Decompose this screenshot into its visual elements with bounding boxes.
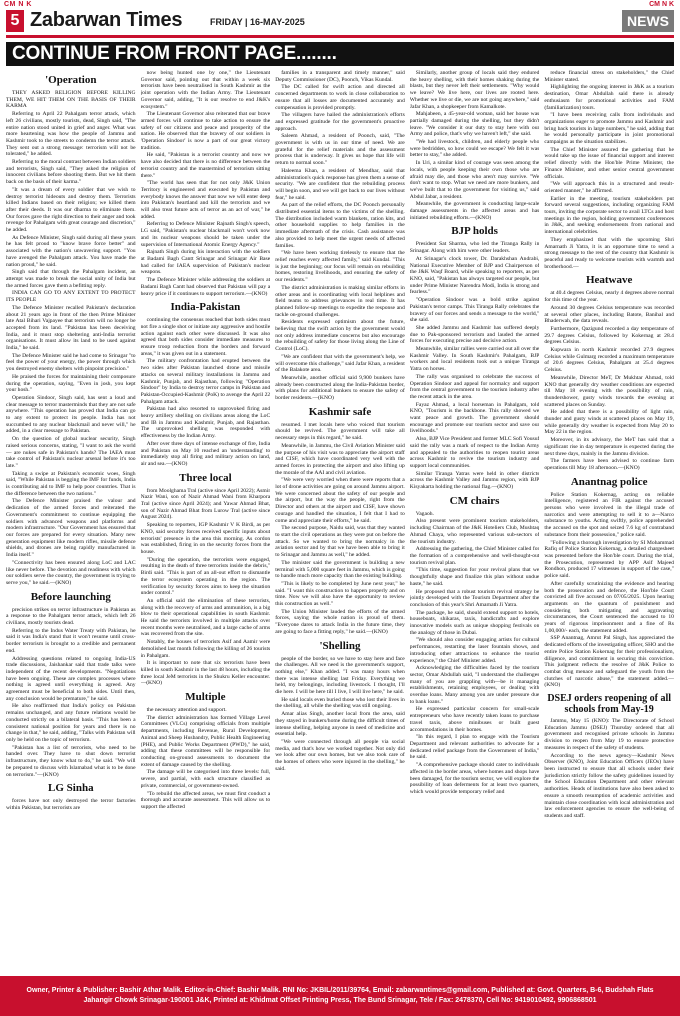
article-paragraph: "This is likely to be completed by June next year," he said. "I want this construction to happen properly and on time. Now we will also have the opportunity to review this construction as well." [275, 580, 405, 608]
article-paragraph: The rally was organised to celebrate the success of Operation Sindoor and appeal for normalcy and support from the central government to the tourism industry after the recent attack in the area. [409, 373, 540, 400]
article-paragraph: "Connectivity has been ensured along LoC and LAC like never before. The devotion and readiness with which our soldiers serve the country, the government is trying to serve you," he said.—(KNO) [6, 559, 136, 586]
article-paragraph: the necessary attention and support. [146, 707, 227, 714]
article-paragraph: At Srinagar's clock tower, Dr. Darakhshan Andrabi, National Executive Member of BJP and Chairperson of the J&K Waqf Board, while speaking to reporters, as per KNO, said, "Pakistan has always targeted our people, but under Prime Minister Narendra Modi, India is strong and fearless." [409, 255, 540, 296]
article-paragraph: forces have not only destroyed the terror factories within Pakistan, but terrorists are [6, 798, 136, 811]
article-paragraph: "We have been working tirelessly to ensure that the relief reaches every affected family," said Kundal. "This is just the beginning; our focus will remain on rebuilding homes, restoring livelihoods, and ensuring the safety of our residents." [275, 250, 405, 284]
column-5 [544, 70, 674, 920]
color-registration-mark-left: CM N K [4, 1, 32, 8]
article-paragraph: He said, "Pakistan is a terrorist country and now we have also decided that there is no difference between the terrorist country and the mastermind of terrorism sitting there." [140, 152, 271, 179]
article-paragraph: Furthermore, Qazigund recorded a day temperature of 29.7 degrees Celsius, followed by Kokernag at 28.4 degrees Celsius. [544, 325, 674, 346]
article-paragraph: The Union Minister lauded the efforts of the armed forces, saying the whole nation is proud of them. "Everyone dares to attack India in the future time, they are going to face a fitting reply," he said.—(KNO) [275, 608, 405, 635]
article-paragraph: Also, BJP Vice President and former MLC Sofi Yousuf said the rally was a mark of respect to the Indian Army and appealed to the authorities to reopen tourist areas across Kashmir to revive the tourism industry and support local communities. [409, 436, 540, 469]
article-paragraph: Amar alias Singh, another local from the area, said they stayed in bunkers/home during the difficult times of intense shelling, helping anyone in need of medicine and essential help. [275, 711, 405, 738]
article-paragraph: Notably, the houses of terrorists Asif and Aamir were demolished last month following the killing of 26 tourists in Pahalgam. [140, 639, 271, 659]
article-paragraph: Pakistan had also resorted to unprovoked firing and heavy artillery shelling on civilians areas along the LoC and IB in Jammu and Kashmir, Punjab, and Rajasthan. The unprovoked shelling was responded with effectiveness by the Indian Army. [140, 406, 271, 440]
newspaper-title: Zabarwan Times [30, 9, 183, 31]
article-paragraph: Kupwara in north Kashmir recorded 27.9 degrees Celsius while Gulmarg recorded a maximum temperature of 20.6 degrees Celsius, Pahalgam at 25.4 degrees Celsius. [544, 347, 674, 374]
article-headline: India-Pakistan [170, 301, 241, 314]
article-paragraph: from Moolghama Tral (active since April 2022); Asmir Nazir Wani, son of Nazir Ahmad Wani from Kharpora Tral (active since April 2024); and Yawar Ahmad Bhat, son of Nazir Ahmad Bhat from Lurow Tral (active since August 2024). [140, 487, 271, 521]
article-paragraph: As part of the relief efforts, the DC Poonch personally distributed essential items to the victims of the shelling. The distribution included warm blankets, ration kits, and other household supplies to help families in the immediate aftermath of the crisis. Cash assistance was also provided to help meet the urgent needs of affected families. [275, 202, 405, 249]
article-paragraph: He also reaffirmed that India's policy on Pakistan remains unchanged, and any future relations would be conducted strictly on a bilateral basis. "This has been a consistent national position for years and there is no change in that," he said, adding, "Talks with Pakistan will only be held on the topic of terrorism. [6, 703, 136, 743]
article-paragraph: The farmers have been advised to continue farm operations till May 18 afternoon.—(KNO) [544, 458, 674, 471]
article-paragraph: Singh said that through the Pahalgam incident, an attempt was made to break the social unity of India but the armed forces gave them a befitting reply. [6, 269, 136, 289]
article-paragraph: "Operation Sindoor was a bold strike against Pakistan's terror camps. This Tiranga Rally celebrates the bravery of our forces and sends a message to the world," she said. [409, 297, 540, 324]
article-paragraph: The Defence Minister praised the valour and dedication of the armed forces and reiterated the Government's commitment to continue equipping the soldiers with advanced weapons and platforms and modern infrastructure. "Our Government has ensured that our forces are prepared for every situation. Many new generation equipment like modern rifles, missile defence shields, and drones are being rapidly manufactured in India itself." [6, 498, 136, 559]
article-paragraph: The military confrontation had erupted between the two sides after Pakistan launched drone and missile attacks on several military installations in Jammu and Kashmir, Punjab, and Rajasthan, following "Operation Sindoor" by India to destroy terror camps in Pakistan and Pakistan-Occupied-Kashmir (PoK) to avenge the April 22 Pahalgam attack. [140, 358, 271, 405]
article-paragraph: INDIA CAN GO TO ANY EXTENT TO PROTECT ITS PEOPLE [6, 290, 136, 304]
article-paragraph: "We were very worried when there were reports that a lot of drone activities are going on around Jammu airport. We were concerned about the safety of our people and the airport, but the way the people, right from the Director and others at the airport and CISF, have shown courage and handled the situation, I felt that I had to come and appreciate their efforts," he said. [275, 477, 405, 524]
article-headline: LG Sinha [48, 782, 94, 795]
article-paragraph: The second purpose, Naidu said, was that they wanted to start the civil operations as they were put on before the attack. So we wanted to bring the normalcy in the aviation sector and by that we have been able to bring it to Srinagar and Jammu as well," he added. [275, 525, 405, 559]
column-3 [275, 70, 405, 920]
article-paragraph: Moreover, in its advisory, the MeT has said that a significant rise in day temperature is expected during the next three days, mainly in the Jammu division. [544, 437, 674, 457]
article-paragraph: Police Station Kokernag, acting on reliable intelligence, registered an FIR against the accused persons who were involved in the illegal trade of narcotics and were attempting to sell it to a—Narco substance to youths. Acting swiftly, police apprehended the accused on the spot and seized 7.6 kg of contraband substance from their possession," police said. [544, 491, 674, 538]
article-paragraph: Referring to the Indus Water Treaty with Pakistan, he said it was India's stand that it won't resume until cross-border terrorism is brought to a credible and permanent end. [6, 627, 136, 654]
article-paragraph: "In this regard, I plan to engage with the Tourism Department and relevant authorities to advocate for a dedicated relief package from the Government of India," he said. [409, 734, 540, 761]
article-paragraph: Referring to April 22 Pahalgam terror attack, which left 26 civilians, mostly tourists, dead, Singh said, "The entire nation stood united in grief and anger. What was more heartening was how the people of Jammu and Kashmir took to the streets to condemn the terror attack. They sent out a strong message: terrorism will not be tolerated," he added. [6, 111, 136, 158]
article-paragraph: "This time, suggestion for your revival plans that we thoughtfully shape and finalize this plan without undue haste," he said. [409, 567, 540, 587]
article-paragraph: Similar Tiranga Yatras were held in other districts across the Kashmir Valley and Jammu region, with BJP Kisyakarta holding the national flag.—(KNO) [409, 470, 540, 491]
article-paragraph: The villagers have hailed the administration's efforts and expressed gratitude for the government's proactive approach. [275, 112, 405, 132]
article-paragraph: He proposed that a robust tourism revival strategy be jointly developed with the Tourism Department after the conclusion of this year's Shri Amarnath Ji Yatra. [409, 588, 540, 608]
article-paragraph: Similarly, another group of locals said they endured the heavy shelling, with their homes shaking during the blasts, but they never left their settlements. "Why would we leave? We live here, our lives are rooted here. Whether we live or die, we are not going anywhere," said Jafar Khan, a shopkeeper from Kamalkote. [409, 70, 540, 110]
article-headline: CM chairs [449, 494, 500, 507]
column-1 [6, 70, 136, 920]
imprint-footer [0, 976, 680, 1016]
article-paragraph: Meanwhile, in Jammu, the Civil Aviation Minister said the purpose of his visit was to appreciate the airport staff and CISF, which have coordinated very well with the armed forces in protecting the airport and also lifting up the morale of the AAI and civil aviation. [275, 442, 405, 476]
article-paragraph: "During the operation, the terrorists were engaged, resulting in the death of three terrorists inside the debris," Birdi said. "This is part of an all-out effort to dismantle the terror ecosystem operating in the region. The verification by security forces aims to keep the situation under control." [140, 556, 271, 597]
article-paragraph: Meanwhile, Director MeT, Dr Mukhtar Ahmad, told KNO that generally dry weather conditions are expected till May 18 evening with the possibility of rain, thundershower, gusty winds towards the evening at scattered places on Sunday. [544, 374, 674, 408]
article-paragraph: "I have been receiving calls from individuals and organizations eager to promote Jammu and Kashmir and bring back tourists in large numbers," he said, adding that he would personally participate in joint promotional campaigns as the situation stabilizes. [544, 112, 674, 146]
article-paragraph: Meanwhile, similar rallies were carried out all over the Kashmir Valley. In South Kashmir's Pahalgam, BJP workers and local residents took out a unique Tiranga Yatra on horses. [409, 346, 540, 373]
article-columns [6, 70, 674, 920]
article-paragraph: Acknowledging the difficulties faced by the tourism sector, Omar Abdullah said, "I understand the challenges many of you are grappling with—be it managing establishments, retaining employees, or dealing with overdue loans. Many among you are under pressure due to bank loans." [409, 665, 540, 705]
article-paragraph: Also present were prominent tourism stakeholders, including Chairman of the J&K Hoteliers Club, Mushtaq Ahmad Chaya, who represented various sub-sectors of the tourism industry. [409, 518, 540, 545]
article-paragraph: reduce financial stress on stakeholders," the Chief Minister stated. [544, 70, 674, 83]
article-paragraph: Addressing the gathering, the Chief Minister called for the formation of a comprehensive and well-thought-out tourism revival plan. [409, 546, 540, 566]
article-paragraph: people of the border, so we have to stay here and face the challenges. All we need is the government's support, nothing else," Khan added. "I was many hours when there was intense shelling last Friday. Everything we held, my belongings, including livestock. I thought, I'll die here. I will be here till I live, I will live here," he said. [275, 655, 405, 696]
article-paragraph: SSP Anantnag, Amrut Pal Singh, has appreciated the dedicated efforts of the investigating officer, SHO and the entire Police Station Kokernag for their professionalism, diligence, and commitment in securing this conviction. This judgment reflects the resolve of J&K Police to combat drug menace and safeguard the youth from the clutches of narcotic abuse," the statement added.—(KNO) [544, 635, 674, 689]
article-paragraph: Referring to Defence Minister Rajnath Singh's speech, LG said, "Pakistan's nuclear blackmail won't work now and its nuclear weapons should be taken under the supervision of International Atomic Energy Agency." [140, 221, 271, 248]
article-paragraph: Referring to the moral contrast between Indian soldiers and terrorists, Singh said, "They asked the religion of innocent civilians before shooting them. But we hit them back on the basis of their karma." [6, 159, 136, 186]
article-paragraph: On the question of global nuclear security, Singh raised serious concerns, stating, "I want to ask the world — are nukes safe in Pakistan's hands? The IAEA must take control of Pakistan's nuclear arsenal before it's too late." [6, 436, 136, 469]
article-paragraph: resumed. I met locals here who voiced that tourism should be revived. The government will take all necessary steps in this regard," he said. [275, 421, 405, 442]
article-paragraph: He said locals even buried those who lost their lives in the shelling, all while the shelling was still ongoing. [275, 696, 405, 710]
article-headline: Three local [179, 471, 232, 484]
article-paragraph: "We will approach this in a structured and result-oriented manner," he affirmed. [544, 181, 674, 194]
article-paragraph: "Following a thorough investigation by SI Mohammad Rafiq of Police Station Kokernag, a detailed chargesheet was presented before the Hon'ble court. During the trial, the Prosecution, represented by APP Asif Majeed Rondhon, produced 17 witnesses in support of the case," police said. [544, 539, 674, 580]
article-paragraph: continuing the consensus reached that both sides must not fire a single shot or initiate any aggressive and hostile action against each other were discussed. It was also agreed that both sides consider immediate measures to ensure troop reduction from the borders and forward areas," it was given out in a statement. [140, 317, 271, 357]
imprint-line-1: Owner, Printer & Publisher: Bashir Athar Malik. Editor-in-Chief: Bashir Malik. RNI No: JKBIL/2011/39764, Email: zabarwantimes@gmail.com, Published at: Govt. Quarters, B-6, Budshah Flats [26, 987, 654, 994]
imprint-line-2: Jahangir Chowk Srinagar-190001 J&K, Printed at: Khidmat Offset Printing Press, The Bund Srinagar, Tele / Fax: 2478370, Cell No: 9419010492, 9906868501 [83, 997, 597, 1004]
article-paragraph: The DC called for swift action and directed all concerned departments to work in close collaboration to ensure that all losses are documented accurately and compensation is provided promptly. [275, 84, 405, 111]
article-headline: 'Operation [45, 74, 97, 86]
article-paragraph: According to the news agency—Kashmir News Observer (KNO), Joint Education Officers (JEOs) have been instructed to ensure that all schools under their jurisdiction strictly follow the safety guidelines issued by the School Education Department and other relevant authorities. Heads of institutions have also been asked to ensure a smooth resumption of academic activities and maintain close coordination with local administration and law enforcement agencies to ensure the well-being of students and staff. [544, 752, 674, 819]
article-paragraph: The package, he said, should extend support to hotels, houseboats, shikaras, taxis, handicrafts and explore innovative models such as unique shopping festivals on the analogy of those in Dubai. [409, 609, 540, 636]
article-headline: Kashmir safe [308, 405, 372, 418]
article-paragraph: "It was a dream of every soldier that we wish to destroy terrorist hideouts and destroy them. Terrorists killed Indians based on their religion; we killed them after their deeds. It was our dharma to eliminate them. Our forces gave the right direction to their anger and took revenge for Pahalgam with great courage and discretion," he added. [6, 186, 136, 234]
article-headline: Anantnag police [570, 475, 648, 488]
article-paragraph: "Pakistan has a list of terrorists, who need to be handed over. They have to shut down terrorist infrastructure, they know what to do," he said. "We will be prepared to discuss with Islamabad what is to be done on terrorism."—(KNO) [6, 744, 136, 778]
article-paragraph: Vagaoh. [415, 510, 434, 517]
article-paragraph: Addressing questions related to ongoing India-US trade discussions, Jaishankar said that trade talks were independent of the recent developments. "Negotiations have been ongoing. These are complex processes where nothing is agreed until everything is agreed. Any agreement must be beneficial to both sides. Until then, any conclusion would be premature," he said. [6, 655, 136, 702]
header-rule [6, 35, 674, 38]
masthead-bar [0, 0, 680, 42]
article-paragraph: Speaking to reporters, IGP Kashmir V K Birdi, as per KNO, said security forces received specific inputs about terrorists' presence in the area this morning. As cordon was established, firing in on the security forces from the house. [140, 522, 271, 555]
article-paragraph: precision strikes on terror infrastructure in Pakistan as a response to the Pahalgam terror attack, which left 26 civilians, mostly tourists dead. [6, 606, 136, 627]
article-paragraph: "We had livestock, children, and elderly people who were bedridden, so how could we escape? We felt it was better to stay," she added. [409, 139, 540, 159]
article-paragraph: The Defence Minister recalled Pakistan's declaration about 21 years ago in front of the then Prime Minister late Atal Bihari Vajpayee that terrorism will no longer be accepted from its land. "Pakistan has been deceiving India, and it must stop sheltering anti-India terrorist organisations. It must allow its land to be used against India," he said. [6, 304, 136, 352]
article-paragraph: He added that there is a possibility of light rain, thunder and gusty winds at scattered places on May 19, while generally dry weather is expected from May 20 to May 22 in the region. [544, 409, 674, 436]
article-headline: Before launching [30, 590, 111, 603]
article-headline: BJP holds [451, 225, 498, 238]
article-paragraph: Earlier in the meeting, tourism stakeholders put forward several suggestions, including organizing FAM tours, inviting the corporate sector to avail LTCs and host meetings in the region, holding government conferences in J&K, and seeking endorsements from national and international celebrities. [544, 195, 674, 236]
article-paragraph: The Defence Minister while addressing the soldiers at Badami Bagh Cantt had observed that Pakistan will pay a heavy price if it continues to support terrorism.—(KNO) [140, 277, 271, 297]
article-paragraph: THEY ASKED RELIGION BEFORE KILLING THEM, WE HIT THEM ON THE BASIS OF THEIR KARMA [6, 90, 136, 110]
article-headline: Multiple [185, 691, 226, 704]
article-paragraph: Saleem Ahmad, a resident of Poonch, said, "The government is with us in our time of need. We are grateful for the relief materials and the assessment process that is underway. It gives us hope that life will return to normal soon." [275, 133, 405, 167]
article-paragraph: She added Jammu and Kashmir has suffered deeply due to Pak-sponsored terrorism and lauded the armed forces for executing precise and decisive action. [409, 324, 540, 345]
article-paragraph: The minister said the government is building a new terminal with 5,000 square feet in Jammu, which is going to handle much more capacity than the existing building. [275, 559, 405, 580]
color-registration-mark-right: CM N K [649, 1, 674, 8]
article-paragraph: Highlighting the ongoing interest in J&K as a tourism destination, Omar Abdullah said there is already enthusiasm for promotional activities and FAM (familiarization) tours. [544, 84, 674, 111]
article-paragraph: After carefully scrutinizing the evidence and hearing both the prosecution and defence, the Hon'ble Court convicted all five accused on 07/05/2025. Upon hearing arguments on the quantum of punishment and considering both mitigating and aggravating circumstances, the Court sentenced the accused to 10 years of rigorous imprisonment and a fine of Rs 1,00,000/- each, the statement added. [544, 580, 674, 634]
article-headline: 'Shelling [319, 639, 361, 652]
dateline: FRIDAY | 16-MAY-2025 [210, 17, 305, 27]
article-paragraph: An official said the elimination of these terrorists, along with the recovery of arms and ammunition, is a big blow to their operational capabilities in south Kashmir. He said the terrorists involved in multiple attacks over recent months were neutralised, and a large cache of arms was recovered from the site. [140, 597, 271, 638]
article-paragraph: Meanwhile, the government is conducting large-scale damage assessments in the affected areas and has initiated rebuilding efforts.—(KNO) [409, 201, 540, 221]
article-paragraph: Meanwhile, another official said 9,900 bunkers have already been constructed along the India-Pakistan border, with plans for additional bunkers to ensure the safety of border residents.—(KNO) [275, 374, 405, 402]
article-headline: Heatwave [585, 274, 633, 287]
article-paragraph: The Chief Minister assured the gathering that he would take up the issue of financial support and interest relief directly with the Hon'ble Prime Minister, the Finance Minister, and other senior central government officials. [544, 146, 674, 180]
article-paragraph: Around 30 degrees Celsius temperature was recorded at several other places, including Batote, Banihal and Bhaderwah, the data reveals. [544, 304, 674, 325]
article-paragraph: Haleema Khan, a resident of Mendhar, said that administration's quick response has given them a sense of security. "We are confident that the rebuilding process will begin soon, and we will get back to our lives without fear," he said. [275, 167, 405, 201]
section-label: NEWS [622, 10, 674, 32]
article-paragraph: As Defence Minister, Singh said during all these years he has felt proud to "know brave force better" and associated with the nation's unwavering support. "You have avenged the Pahalgam attack. You have made the nation proud," he said. [6, 234, 136, 268]
article-paragraph: Jammu, May 15 (KNO): The Directorate of School Education Jammu (DSEJ) Thursday ordered that all government and recognised private schools in Jammu division to reopen from May 19 to ensure protective measures in respect of the safety of students. [544, 718, 674, 751]
article-paragraph: "To rebuild the affected areas, we must first conduct a thorough and accurate assessment. This will allow us to support the affected [140, 790, 271, 810]
article-paragraph: Fayaz Ahmad, a local horseman in Pahalgam, told KNO, "Tourism is the backbone. This rally showed we want peace and growth. The government should encourage and promote our tourism sector and save our livelihoods." [409, 401, 540, 435]
article-paragraph: "The world has seen that for not only J&K Union Territory is engineered and executed by Pakistan and everybody knows the answer that now we will enter deep into Pakistan's heartland and kill the terrorists and we will also treat future acts of terror as an act of war," he added. [140, 180, 271, 220]
article-paragraph: The district administration is making similar efforts in other areas and is coordinating with local helplines and field teams to address grievances in real time. It has planned follow-up meetings to expedite the response and tackle on-ground challenges. [275, 284, 405, 318]
article-paragraph: "A comprehensive package should cater to individuals affected in the border areas, where homes and shops have been damaged, for the tourism sector, we will explore the possibility of loan deferments for at least two quarters, which would provide temporary relief and [409, 762, 540, 795]
article-paragraph: "We should also consider engaging artists for cultural performances, restarting the laser fountain shows, and introducing other attractions to enhance the tourist experience," the Chief Minister added. [409, 637, 540, 664]
article-paragraph: The Lieutenant Governor also reiterated that our brave armed forces will continue to take action to ensure the safety of our citizens and peace and prosperity of the nation. He observed that the bravery of our soldiers in 'Operation Sindoor' is now a part of our great victory tradition. [140, 111, 271, 151]
article-paragraph: Taking a swipe at Pakistan's economic woes, Singh said, "While Pakistan is begging the IMF for funds, India is contributing aid to IMF to help poor countries. That is the difference between the two nations." [6, 470, 136, 497]
article-paragraph: at 40.4 degrees Celsius, nearly 4 degrees above normal for this time of the year. [544, 290, 674, 304]
article-paragraph: The damage will be categorised into three levels: full, severe, and partial, with each structure classified as private, commercial, or government-owned. [140, 769, 271, 789]
article-paragraph: They emphasized that with the upcoming Shri Amarnath Ji Yatra, it is an opportune time to send a strong message to the rest of the country that Kashmir is peaceful and ready to welcome tourists with warmth and brotherhood.— [544, 236, 674, 270]
article-paragraph: "We were connected through all people via social media, and that's how we worked together. Not only did we look after our own homes, but we also took care of the homes of others who were injured in the shelling," he said. [275, 738, 405, 772]
article-paragraph: The district administration has formed Village Level Committees (VLCs) comprising officials from multiple departments, including Revenue, Rural Development, Animal and Sheep Husbandry, Public Health Engineering (PHE), and Public Works Department (PWD)," he said, adding that these committees will be responsible for conducting on-ground assessments to document the extent of damage caused by the shelling. [140, 714, 271, 768]
page-number: 5 [6, 10, 24, 32]
article-paragraph: It is important to note that six terrorists have been killed in south Kashmir in the last 48 hours, including the three local JeM terrorists in the Shukru Keller encounter.—(KNO) [140, 660, 271, 687]
article-paragraph: President Sat Sharma, who led the Tiranga Rally in Srinagar. Along with him were other leaders. [409, 241, 540, 255]
article-paragraph: "We are confident that with the government's help, we will overcome this challenge," said Jafar Khan, a resident of the Balakote area. [275, 353, 405, 374]
column-4 [410, 70, 540, 920]
article-paragraph: families in a transparent and timely manner," said Deputy Commissioner (DC), Poonch, Vikas Kundal. [275, 70, 405, 83]
column-2 [141, 70, 271, 920]
article-paragraph: Rajnath Singh during his interaction with the soldiers at Badami Bagh Cantt Srinagar and Srinagar Air Base had called for IAEA supervision of Pakistan's nuclear weapons. [140, 249, 271, 276]
article-paragraph: He expressed particular concern for small-scale entrepreneurs who have recently taken loans to purchase travel taxis, above minibuses or built guest accommodations in their homes. [409, 706, 540, 733]
article-paragraph: In Uri, a similar kind of courage was seen among the locals, with people keeping their own those who are afraid may die, and those who aren't may survive. "We don't want to stop. What we need are more bunkers, and we've built that to the government for visiting us," said Abdul Jabar, a resident. [409, 160, 540, 200]
article-paragraph: After over three days of intense exchange of fire, India and Pakistan on May 10 reached an 'understanding' to immediately stop all firing and military action on land, air and sea.—(KNO) [140, 440, 271, 467]
article-paragraph: Mahjabeen, a 45-year-old woman, said her house was partially damaged during the shelling, but they didn't leave. "We consider it our duty to stay here with our Army and police, that's why we haven't left," she said. [409, 111, 540, 138]
article-paragraph: The Defence Minister said he had come to Srinagar "to feel the power of your energy, the power through which you destroyed enemy shelters with pinpoint precision." [6, 352, 136, 373]
article-paragraph: Operation Sindoor, Singh said, has sent a loud and clear message to terror masterminds that they are not safe anywhere. "This operation has proved that India can go to any extent to protect its people. India has not succumbed to any nuclear blackmail and never will," he added, in a clear message to Pakistan. [6, 394, 136, 435]
article-paragraph: Residents expressed optimism about the future, believing that the swift action by the government would not only address immediate concerns but also encourage the rebuilding of safety for those living along the Line of Control (LoC). [275, 319, 405, 353]
article-paragraph: He praised the forces for maintaining their composure during the operation, saying, "Even in josh, you kept your hosh." [6, 373, 136, 394]
article-headline: DSEJ orders reopening of all schools from May-19 [547, 693, 672, 716]
page-banner: CONTINUE FROM FRONT PAGE........ [6, 42, 674, 66]
article-paragraph: now being hunted one by one," the Lieutenant Governor said, pointing out that within a week six terrorists have been neutralised in South Kashmir as the joint operation with the Indian Army. The Lieutenant Governor said, adding, "It is our resolve to end J&K's ecosystem." [140, 70, 271, 110]
